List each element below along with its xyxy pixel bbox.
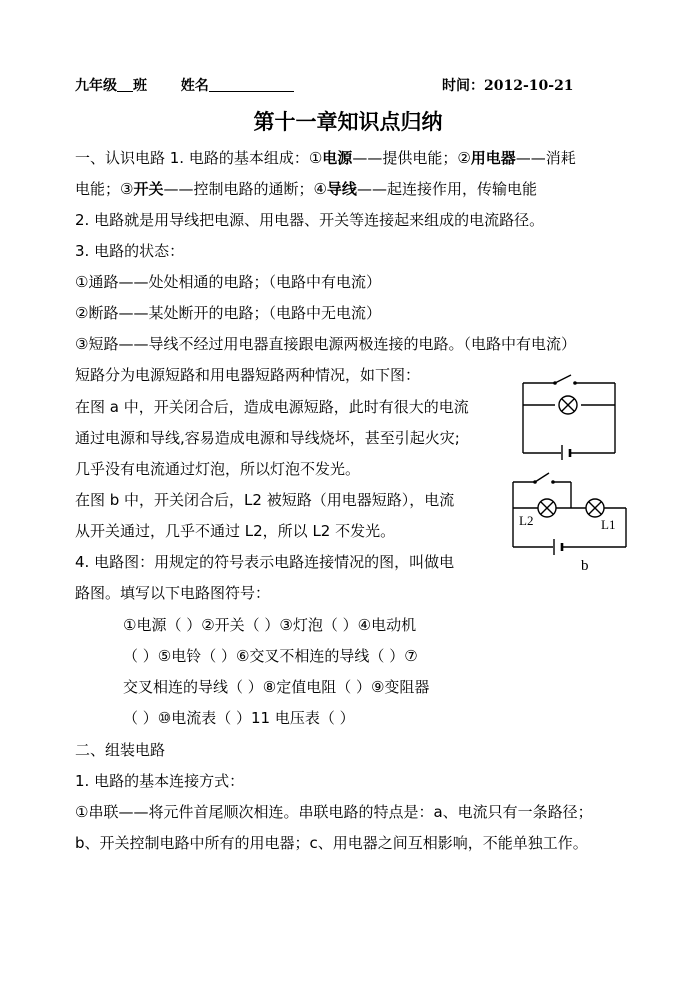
text-line-8: 短路分为电源短路和用电器短路两种情况，如下图：	[75, 366, 421, 384]
text-line-3: 2. 电路就是用导线把电源、用电器、开关等连接起来组成的电流路径。	[75, 211, 545, 229]
text-line-7: ③短路——导线不经过用电器直接跟电源两极连接的电路。（电路中有电流）	[75, 335, 576, 353]
text-line-14: 4. 电路图：用规定的符号表示电路连接情况的图，叫做电	[75, 553, 455, 571]
date-label: 时间：2012-10-21	[442, 78, 574, 94]
text-line-21: 1. 电路的基本连接方式：	[75, 772, 245, 790]
name-blank	[209, 77, 294, 92]
circuit-diagram-b	[497, 462, 637, 577]
text-line-15: 路图。填写以下电路图符号：	[75, 584, 271, 602]
label-l1: L1	[601, 517, 616, 532]
text-line-4: 3. 电路的状态：	[75, 242, 185, 260]
text-line-12: 在图 b 中，开关闭合后，L2 被短路（用电器短路），电流	[75, 491, 455, 509]
battery-icon	[562, 445, 570, 460]
text-line-6: ②断路——某处断开的电路；（电路中无电流）	[75, 304, 381, 322]
text-line-18: 交叉相连的导线（ ）⑧定值电阻（ ）⑨变阻器	[123, 678, 430, 696]
text-line-13: 从开关通过，几乎不通过 L2，所以 L2 不发光。	[75, 522, 396, 540]
text-line-22: ①串联——将元件首尾顺次相连。串联电路的特点是：a、电流只有一条路径；	[75, 803, 593, 821]
lamp-l1-icon	[586, 499, 604, 517]
header-line	[75, 76, 294, 96]
text-line-19: （ ）⑩电流表（ ）11 电压表（ ）	[123, 709, 355, 727]
text-line-9: 在图 a 中，开关闭合后，造成电源短路，此时有很大的电流	[75, 398, 469, 416]
text-line-5: ①通路——处处相通的电路；（电路中有电流）	[75, 273, 381, 291]
text-line-11: 几乎没有电流通过灯泡，所以灯泡不发光。	[75, 460, 361, 478]
name-label: 姓名	[180, 78, 209, 94]
class-blank	[117, 78, 133, 92]
text-line-20: 二、组装电路	[75, 741, 166, 759]
text-line-17: （ ）⑤电铃（ ）⑥交叉不相连的导线（ ）⑦	[123, 647, 418, 665]
text-line-23: b、开关控制电路中所有的用电器；c、用电器之间互相影响，不能单独工作。	[75, 834, 588, 852]
text-line-16: ①电源（ ）②开关（ ）③灯泡（ ）④电动机	[123, 616, 417, 634]
lamp-icon	[559, 396, 577, 414]
circuit-diagram-a	[515, 365, 625, 460]
text-line-2: 电能；③开关——控制电路的通断；④导线——起连接作用，传输电能	[75, 180, 537, 198]
figure-caption-b: b	[581, 558, 589, 574]
grade-label: 九年级	[75, 78, 117, 94]
lamp-l2-icon	[538, 499, 556, 517]
class-label: 班	[133, 78, 147, 94]
text-line-1: 一、认识电路 1. 电路的基本组成：①电源——提供电能；②用电器——消耗	[75, 149, 576, 167]
battery-icon	[554, 539, 562, 555]
label-l2: L2	[519, 513, 534, 528]
page-title: 第十一章知识点归纳	[253, 109, 443, 134]
text-line-10: 通过电源和导线,容易造成电源和导线烧坏，甚至引起火灾;	[75, 429, 460, 447]
